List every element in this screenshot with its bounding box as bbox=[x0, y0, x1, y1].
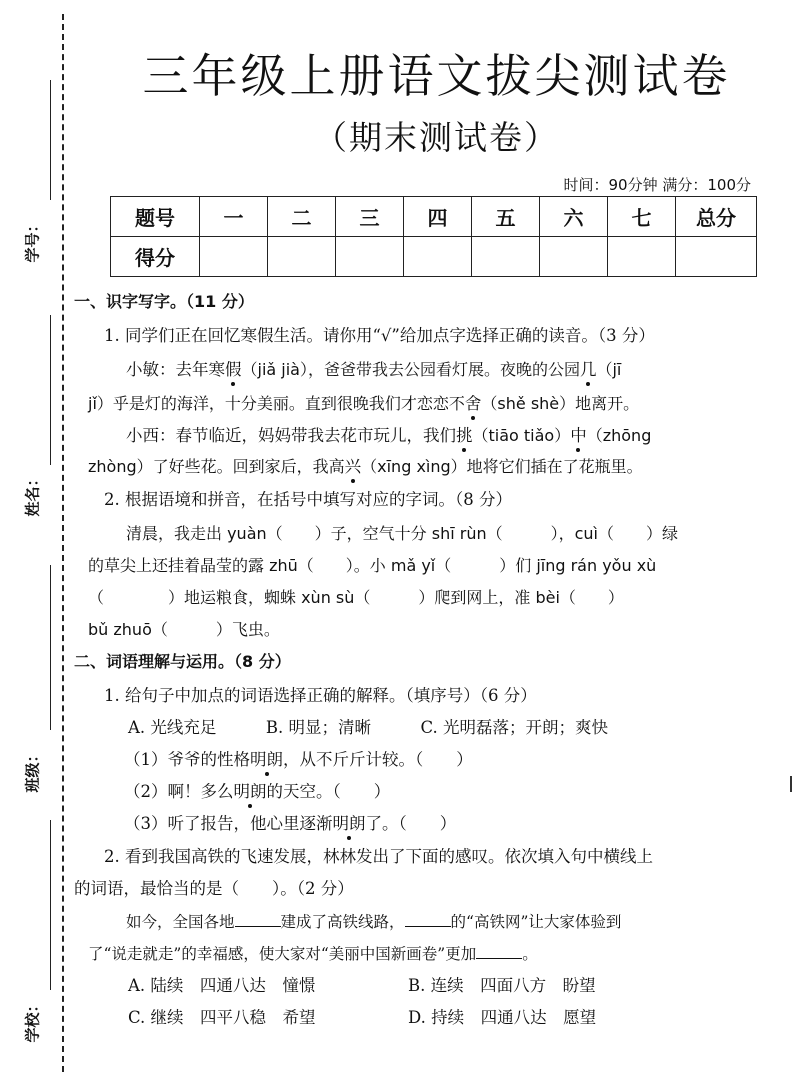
score-header-cell: 二 bbox=[268, 197, 336, 237]
score-header-cell: 一 bbox=[200, 197, 268, 237]
score-table-header-row bbox=[111, 197, 757, 237]
passage-line: 小西：春节临近，妈妈带我去花市玩儿，我们挑（tiāo tiǎo）中（zhōng bbox=[126, 426, 652, 445]
blank-underline[interactable] bbox=[235, 912, 281, 927]
score-table bbox=[110, 196, 757, 277]
passage-line: jǐ）乎是灯的海洋，十分美丽。直到很晚我们才恋恋不舍（shě shè）地离开。 bbox=[88, 394, 640, 413]
choice-a[interactable]: A. 陆续 四通八达 憧憬 bbox=[128, 976, 316, 995]
sentence-1[interactable]: （1）爷爷的性格明朗，从不斤斤计较。（ ） bbox=[124, 750, 473, 769]
question-2-1: 1. 给句子中加点的词语选择正确的解释。（填序号）（6 分） bbox=[104, 686, 537, 705]
edge-mark bbox=[790, 776, 792, 792]
dotted-char: 中 bbox=[570, 426, 587, 445]
score-row-label: 得分 bbox=[111, 237, 200, 277]
dotted-word: 明朗 bbox=[233, 782, 267, 801]
school-line[interactable] bbox=[50, 820, 51, 990]
question-1-1: 1. 同学们正在回忆寒假生活。请你用“√”给加点字选择正确的读音。（3 分） bbox=[104, 326, 655, 345]
sentence-3[interactable]: （3）听了报告，他心里逐渐明朗了。（ ） bbox=[124, 814, 457, 833]
score-header-cell: 题号 bbox=[111, 197, 200, 237]
class-label: 班级： bbox=[23, 747, 42, 793]
section-2-heading: 二、词语理解与运用。（8 分） bbox=[74, 652, 291, 671]
dotted-char: 挑 bbox=[456, 426, 473, 445]
student-number-label: 学号： bbox=[23, 217, 42, 263]
fill-line[interactable]: （ ）地运粮食，蜘蛛 xùn sù（ ）爬到网上，准 bèi（ ） bbox=[88, 588, 624, 607]
score-header-cell: 四 bbox=[404, 197, 472, 237]
cut-line bbox=[62, 14, 64, 1072]
time-score-info: 时间：90分钟 满分：100分 bbox=[563, 176, 751, 194]
choice-d[interactable]: D. 持续 四通八达 愿望 bbox=[408, 1008, 597, 1027]
class-line[interactable] bbox=[50, 565, 51, 730]
options-line: A. 光线充足 B. 明显；清晰 C. 光明磊落；开朗；爽快 bbox=[128, 718, 609, 737]
score-table-score-row bbox=[111, 237, 757, 277]
score-input-cell[interactable] bbox=[268, 237, 336, 277]
question-1-2: 2. 根据语境和拼音，在括号中填写对应的字词。（8 分） bbox=[104, 490, 512, 509]
dotted-char: 兴 bbox=[344, 457, 362, 476]
dotted-char: 舍 bbox=[464, 394, 482, 413]
question-2-2-cont[interactable]: 的词语，最恰当的是（ ）。（2 分） bbox=[74, 879, 354, 898]
score-header-cell: 三 bbox=[336, 197, 404, 237]
score-header-cell: 七 bbox=[608, 197, 676, 237]
dotted-word: 明朗 bbox=[332, 814, 366, 833]
dotted-word: 明朗 bbox=[250, 750, 283, 769]
quote-line: 了“说走就走”的幸福感，使大家对“美丽中国新画卷”更加 。 bbox=[88, 945, 538, 963]
score-header-cell: 总分 bbox=[676, 197, 757, 237]
passage-line: 小敏：去年寒假（jiǎ jià），爸爸带我去公园看灯展。夜晚的公园几（jī bbox=[126, 360, 622, 379]
choice-c[interactable]: C. 继续 四平八稳 希望 bbox=[128, 1008, 316, 1027]
name-line[interactable] bbox=[50, 315, 51, 465]
fill-line[interactable]: bǔ zhuō（ ）飞虫。 bbox=[88, 620, 280, 639]
exam-title: 三年级上册语文拔尖测试卷 bbox=[142, 49, 731, 103]
score-header-cell: 五 bbox=[472, 197, 540, 237]
section-1-heading: 一、识字写字。（11 分） bbox=[74, 292, 254, 311]
choice-b[interactable]: B. 连续 四面八方 盼望 bbox=[408, 976, 596, 995]
blank-underline[interactable] bbox=[405, 912, 451, 927]
question-2-2: 2. 看到我国高铁的飞速发展，林林发出了下面的感叹。依次填入句中横线上 bbox=[104, 847, 653, 866]
passage-line: zhòng）了好些花。回到家后，我高兴（xīng xìng）地将它们插在了花瓶里。 bbox=[88, 457, 643, 476]
score-input-cell[interactable] bbox=[540, 237, 608, 277]
score-input-cell[interactable] bbox=[676, 237, 757, 277]
fill-line[interactable]: 清晨，我走出 yuàn（ ）子，空气十分 shī rùn（ ），cuì（ ）绿 bbox=[126, 524, 678, 543]
score-input-cell[interactable] bbox=[336, 237, 404, 277]
binding-margin bbox=[0, 0, 70, 1072]
dotted-char: 几 bbox=[579, 360, 597, 379]
score-input-cell[interactable] bbox=[608, 237, 676, 277]
score-input-cell[interactable] bbox=[404, 237, 472, 277]
dotted-char: 假 bbox=[225, 360, 242, 379]
sentence-2[interactable]: （2）啊！多么明朗的天空。（ ） bbox=[124, 782, 391, 801]
score-header-cell: 六 bbox=[540, 197, 608, 237]
exam-subtitle: （期末测试卷） bbox=[314, 118, 559, 157]
score-input-cell[interactable] bbox=[200, 237, 268, 277]
blank-underline[interactable] bbox=[476, 944, 522, 959]
school-label: 学校： bbox=[23, 997, 42, 1043]
quote-line: 如今，全国各地 建成了高铁线路， 的“高铁网”让大家体验到 bbox=[126, 913, 622, 931]
fill-line[interactable]: 的草尖上还挂着晶莹的露 zhū（ ）。小 mǎ yǐ（ ）们 jīng rán yǒu xù bbox=[88, 556, 657, 575]
student-number-line[interactable] bbox=[50, 80, 51, 200]
name-label: 姓名： bbox=[23, 471, 42, 517]
score-input-cell[interactable] bbox=[472, 237, 540, 277]
